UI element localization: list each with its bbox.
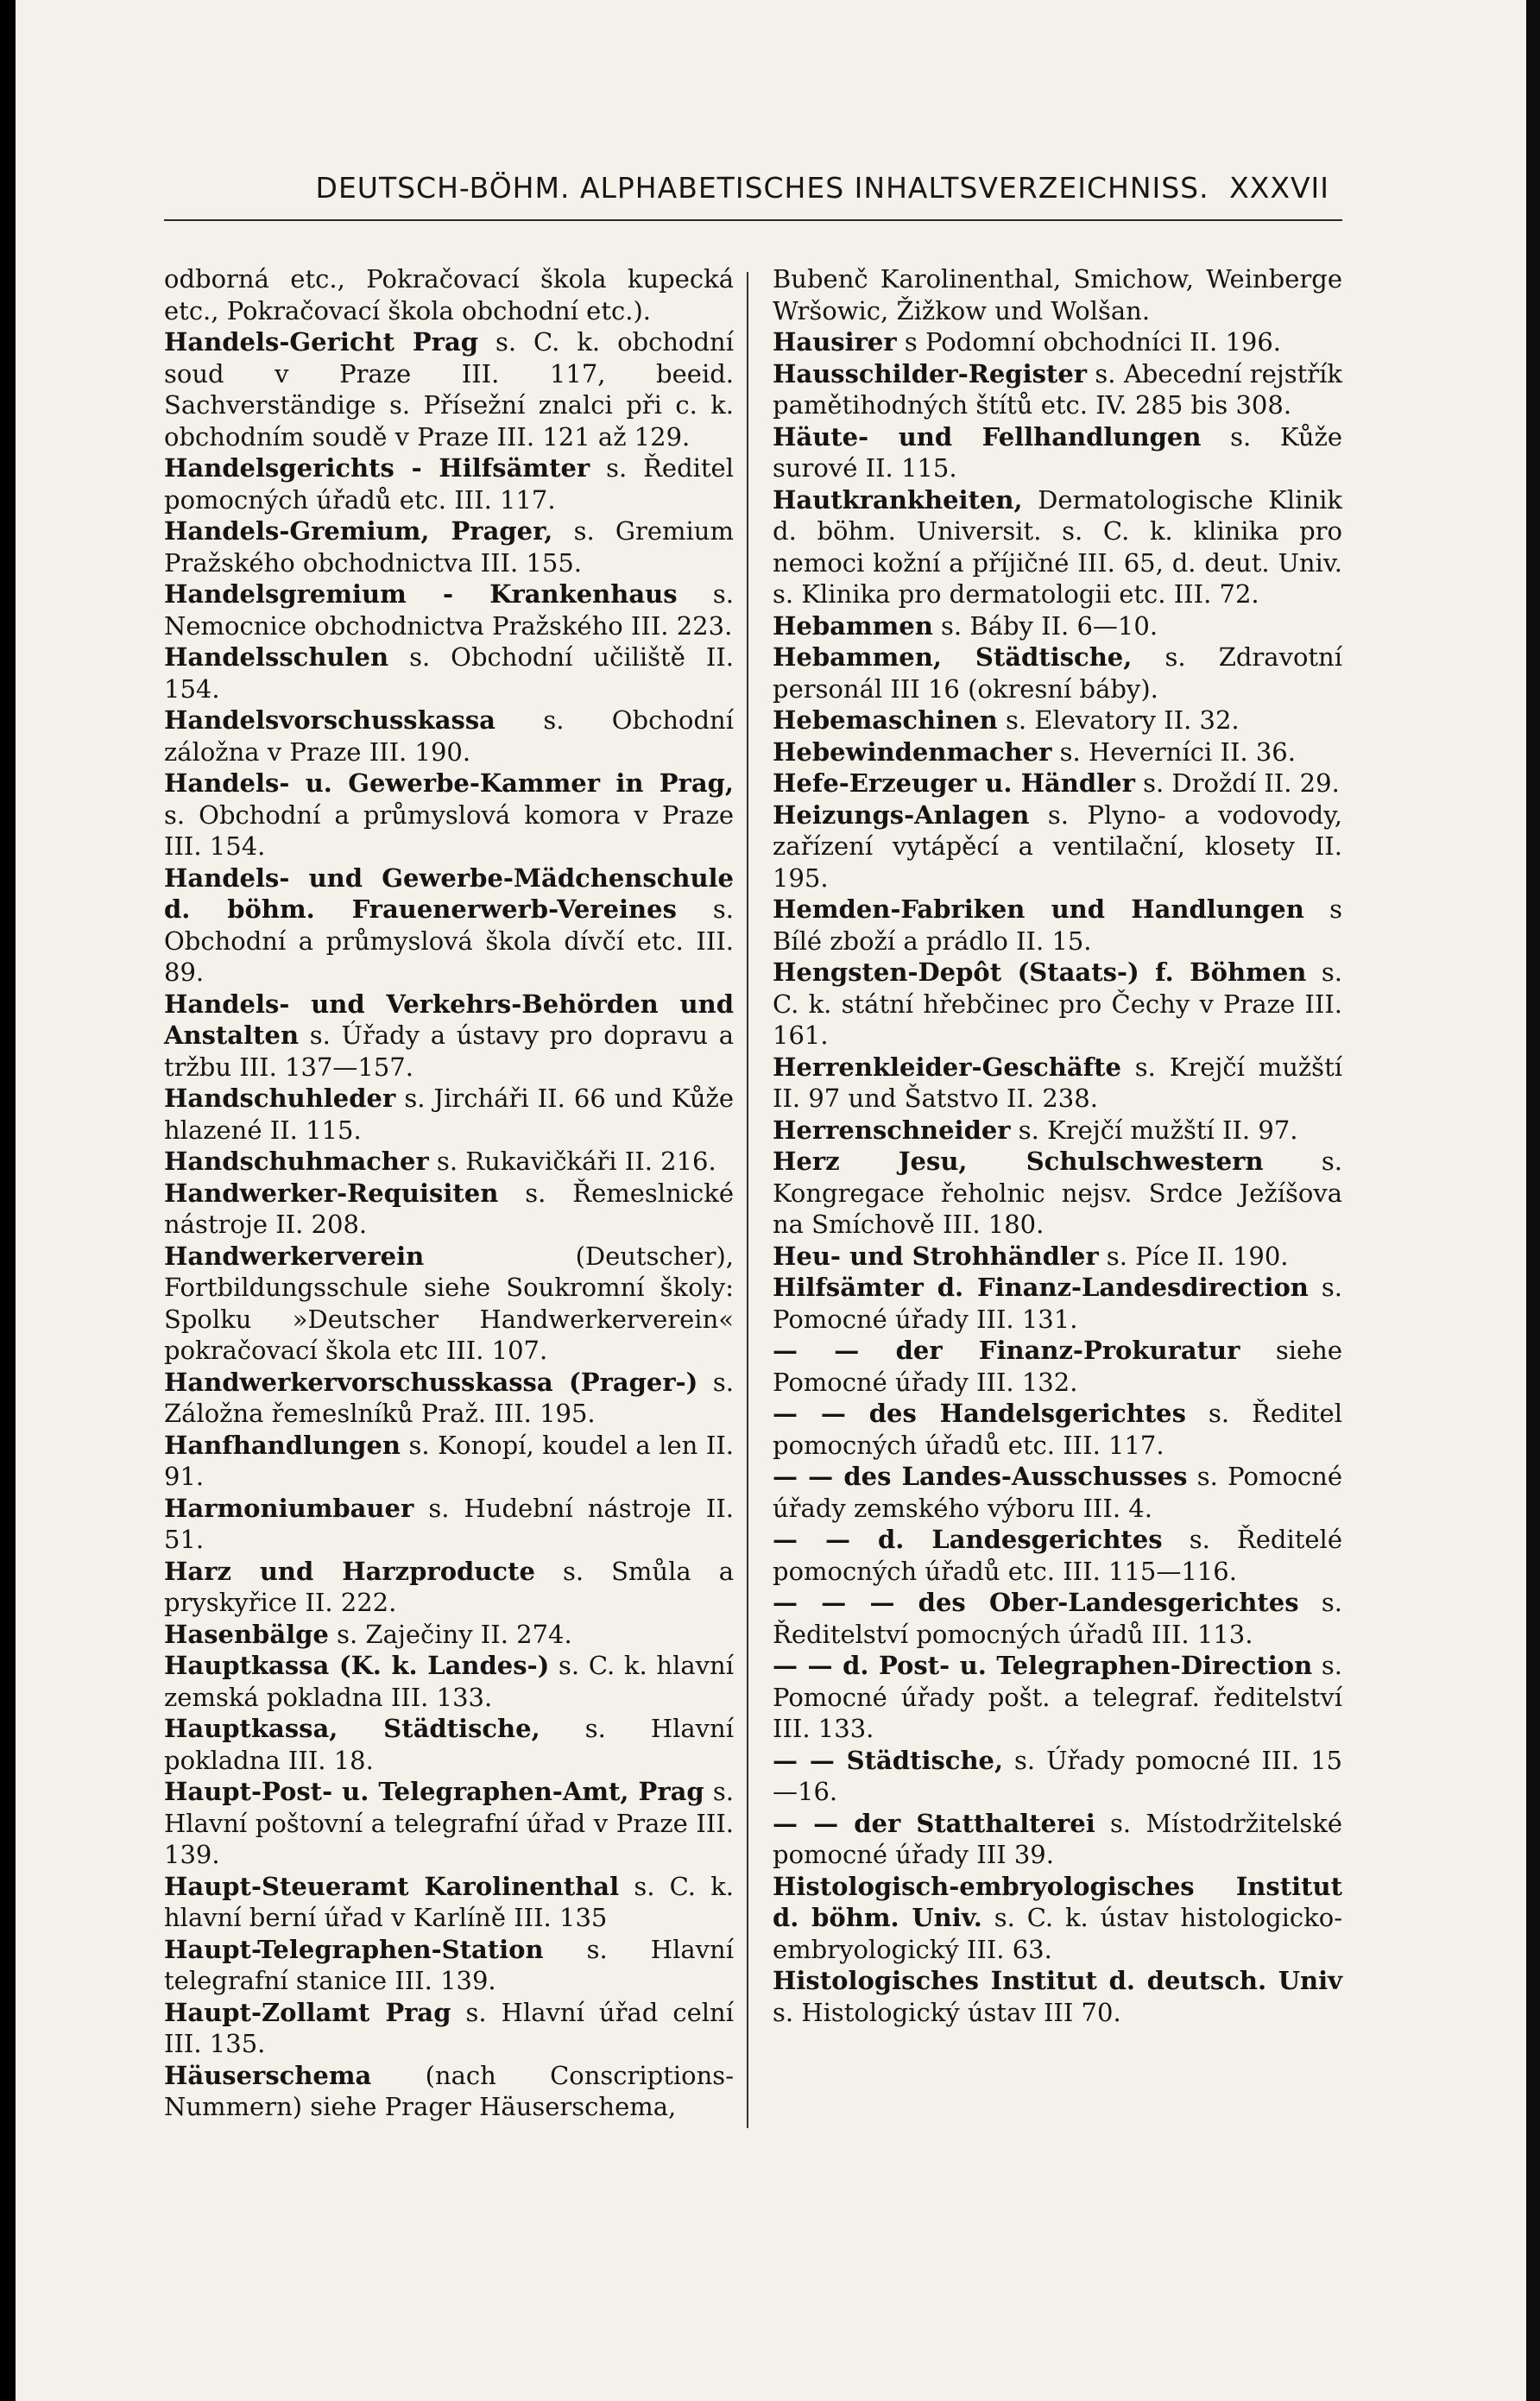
index-entry — [773, 957, 1342, 1052]
index-term: Haupt-Telegraphen-Station — [164, 1934, 544, 1964]
index-entry — [773, 1146, 1342, 1241]
index-entry — [164, 1776, 734, 1871]
index-reference: s. Hlavní telegrafní stanice III. 139. — [164, 1934, 734, 1995]
index-reference: s. Obchodní záložna v Praze III. 190. — [164, 705, 734, 767]
index-reference: s. Řemeslnické nástroje II. 208. — [164, 1178, 734, 1239]
index-entry — [164, 641, 734, 705]
index-reference: s. Úřady a ústavy pro dopravu a tržbu III. 137—157. — [164, 1020, 734, 1082]
index-entry — [773, 1115, 1342, 1147]
index-term: Hausirer — [773, 327, 897, 357]
index-reference: s. Obchodní a průmyslová škola dívčí etc. III. 89. — [164, 894, 735, 987]
index-reference: s. Kůže surové II. 115. — [773, 421, 1343, 483]
scan-left-edge — [0, 0, 16, 2401]
index-entry — [164, 1619, 734, 1651]
index-reference: s. Droždí II. 29. — [1143, 768, 1340, 798]
index-term: — — Städtische, — [773, 1745, 1004, 1775]
index-term: Hasenbälge — [164, 1619, 329, 1649]
index-reference: siehe Pomocné úřady III. 132. — [773, 1336, 1342, 1397]
index-reference: s. Histologický ústav III 70. — [773, 1997, 1121, 2027]
index-term: Handelsgremium - Krankenhaus — [164, 579, 678, 609]
index-reference: s. C. k. hlavní zemská pokladna III. 133. — [164, 1651, 735, 1712]
index-reference: Dermatologische Klinik d. böhm. Universit. s. C. k. klinika pro nemoci kožní a příjičné III. 65, d. deut. Univ. s. Klinika pro dermatologii etc. III. 72. — [773, 484, 1342, 609]
index-reference: s. Hlavní poštovní a telegrafní úřad v Praze III. 139. — [164, 1777, 734, 1869]
index-entry — [773, 326, 1342, 358]
index-term: Hilfsämter d. Finanz-Landesdirection — [773, 1273, 1309, 1302]
index-term: Hengsten-Depôt (Staats-) f. Böhmen — [773, 957, 1307, 987]
index-term: Handelsgerichts - Hilfsämter — [164, 453, 590, 483]
index-term: Hausschilder-Register — [773, 358, 1088, 389]
index-reference: s. Pomocné úřady zemského výboru III. 4. — [773, 1462, 1343, 1523]
index-term: Handschuhmacher — [164, 1147, 429, 1176]
index-term: Histologisches Institut d. deutsch. Univ — [773, 1966, 1342, 1995]
left-column — [164, 263, 734, 2123]
index-entry — [164, 326, 734, 452]
index-term: Handwerkervorschusskassa (Prager-) — [164, 1367, 698, 1397]
index-term: Hemden-Fabriken und Handlungen — [773, 894, 1304, 924]
index-reference: s. Gremium Pražského obchodnictva III. 155. — [164, 516, 734, 578]
index-entry — [773, 1965, 1342, 2028]
index-entry — [773, 768, 1342, 799]
index-term: Hebammen, Städtische, — [773, 642, 1133, 672]
index-entry — [773, 1398, 1342, 1461]
index-term: Handels- und Verkehrs-Behörden und Anstalten — [164, 989, 734, 1050]
index-entry — [164, 1556, 734, 1619]
index-reference: s Podomní obchodníci II. 196. — [904, 327, 1282, 357]
index-entry — [164, 1650, 734, 1713]
index-reference: Bubenč Karolinenthal, Smichow, Weinberge Wršowic, Žižkow und Wolšan. — [773, 264, 1342, 325]
index-reference: s. Heverníci II. 36. — [1059, 736, 1296, 767]
index-term: Hauptkassa, Städtische, — [164, 1714, 540, 1743]
right-column — [773, 263, 1342, 2028]
index-entry — [164, 1430, 734, 1493]
index-entry — [164, 1871, 734, 1934]
index-term: Hefe-Erzeuger u. Händler — [773, 768, 1135, 798]
index-term: Heizungs-Anlagen — [773, 799, 1030, 830]
index-entry — [164, 1178, 734, 1241]
index-reference: s. Zdravotní personál III 16 (okresní báby). — [773, 642, 1343, 704]
index-term: — — der Finanz-Prokuratur — [773, 1336, 1240, 1365]
index-entry — [773, 799, 1342, 894]
index-term: Handelsvorschusskassa — [164, 705, 495, 735]
index-entry — [164, 862, 734, 989]
index-term: Hebemaschinen — [773, 705, 998, 735]
index-reference: s. Báby II. 6—10. — [941, 610, 1158, 641]
index-term: Haupt-Steueramt Karolinenthal — [164, 1871, 620, 1901]
index-term: Handels-Gremium, Prager, — [164, 516, 553, 546]
index-term: Handels- und Gewerbe-Mädchenschule d. böhm. Frauenerwerb-Vereines — [164, 862, 734, 924]
index-entry — [773, 1052, 1342, 1115]
index-entry — [773, 1524, 1342, 1587]
index-term: Histologisch-embryologisches Institut d. böhm. Univ. — [773, 1871, 1342, 1932]
index-reference: s. Ředitel pomocných úřadů etc. III. 117. — [164, 453, 734, 515]
index-term: Hebewindenmacher — [773, 736, 1052, 767]
index-reference: s. C. k. státní hřebčinec pro Čechy v Praze III. 161. — [773, 957, 1342, 1050]
index-reference: s. Konopí, koudel a len II. 91. — [164, 1430, 735, 1491]
index-term: Handelsschulen — [164, 642, 389, 672]
index-term: Häute- und Fellhandlungen — [773, 421, 1202, 452]
index-term: Herrenkleider-Geschäfte — [773, 1052, 1121, 1082]
index-reference: s. Abecední rejstřík pamětihodných štítů etc. IV. 285 bis 308. — [773, 358, 1343, 420]
index-entry — [773, 1650, 1342, 1745]
index-entry — [164, 1083, 734, 1146]
index-reference: s. Pomocné úřady III. 131. — [773, 1273, 1343, 1334]
index-reference: s. Krejčí mužští II. 97. — [1018, 1115, 1298, 1145]
index-term: — — des Landes-Ausschusses — [773, 1462, 1188, 1491]
index-reference: s. Krejčí mužští II. 97 und Šatstvo II. 238. — [773, 1052, 1342, 1113]
index-reference: s. Nemocnice obchodnictva Pražského III. 223. — [164, 579, 735, 641]
index-term: Hautkrankheiten, — [773, 484, 1023, 515]
page-number: XXXVII — [1229, 171, 1329, 205]
index-reference: s. C. k. obchodní soud v Praze III. 117, beeid. Sachverständige s. Přísežní znalci při c. k. obchodním soudě v Praze III. 121 až 129. — [164, 327, 734, 452]
index-reference: s. Obchodní a průmyslová komora v Praze III. 154. — [164, 799, 734, 861]
index-reference: s. Hlavní úřad celní III. 135. — [164, 1997, 734, 2058]
index-entry — [164, 452, 734, 515]
index-reference: s. Píce II. 190. — [1106, 1241, 1289, 1271]
index-reference: s. C. k. hlavní berní úřad v Karlíně III. 135 — [164, 1871, 735, 1932]
index-entry — [164, 1146, 734, 1178]
index-term: Haupt-Zollamt Prag — [164, 1997, 451, 2027]
index-reference: s. Hlavní pokladna III. 18. — [164, 1714, 735, 1775]
index-entry — [773, 1871, 1342, 1966]
index-entry — [164, 1241, 734, 1367]
index-entry — [773, 894, 1342, 957]
index-term: Hebammen — [773, 610, 933, 641]
index-term: — — der Statthalterei — [773, 1808, 1095, 1838]
index-term: — — d. Landesgerichtes — [773, 1525, 1163, 1554]
index-entry — [164, 263, 734, 326]
index-term: Handwerker-Requisiten — [164, 1178, 499, 1208]
index-entry — [773, 1461, 1342, 1524]
index-reference: odborná etc., Pokračovací škola kupecká etc., Pokračovací škola obchodní etc.). — [164, 264, 734, 325]
page-header — [207, 171, 1329, 223]
index-reference: s. Elevatory II. 32. — [1005, 705, 1240, 735]
index-entry — [773, 1587, 1342, 1650]
index-reference: (nach Conscriptions-Nummern) siehe Prager Häuserschema, — [164, 2060, 734, 2121]
index-entry — [773, 705, 1342, 736]
index-reference: s. Místodržitelské pomocné úřady III 39. — [773, 1808, 1343, 1869]
index-reference: s. Ředitel pomocných úřadů etc. III. 117. — [773, 1399, 1342, 1460]
index-entry — [164, 705, 734, 768]
index-entry — [773, 641, 1342, 705]
index-entry — [164, 768, 734, 862]
index-reference: s. Záložna řemeslníků Praž. III. 195. — [164, 1367, 734, 1428]
index-term: — — des Handelsgerichtes — [773, 1399, 1186, 1428]
index-entry — [773, 610, 1342, 642]
index-reference: s. Úřady pomocné III. 15—16. — [773, 1745, 1342, 1806]
index-term: Harmoniumbauer — [164, 1493, 414, 1523]
running-title: DEUTSCH-BÖHM. ALPHABETISCHES INHALTSVERZEICHNISS. — [315, 171, 1209, 205]
index-reference: s. Plyno- a vodovody, zařízení vytápěcí a ventilační, klosety II. 195. — [773, 799, 1342, 893]
index-term: Heu- und Strohhändler — [773, 1241, 1099, 1271]
index-entry — [773, 1808, 1342, 1871]
index-entry — [164, 989, 734, 1084]
index-reference: s. Kongregace řeholnic nejsv. Srdce Ježíšova na Smíchově III. 180. — [773, 1147, 1343, 1239]
index-reference: s. C. k. ústav histologicko-embryologický III. 63. — [773, 1903, 1342, 1964]
index-term: Herz Jesu, Schulschwestern — [773, 1147, 1264, 1176]
index-entry — [773, 263, 1342, 326]
index-entry — [773, 358, 1342, 421]
index-entry — [164, 1367, 734, 1430]
index-entry — [164, 578, 734, 641]
index-term: Handschuhleder — [164, 1084, 396, 1113]
index-reference: s. Pomocné úřady pošt. a telegraf. ředitelství III. 133. — [773, 1651, 1343, 1743]
index-reference: s. Obchodní učiliště II. 154. — [164, 642, 735, 704]
index-reference: s. Ředitelé pomocných úřadů etc. III. 115—116. — [773, 1525, 1342, 1586]
index-entry — [773, 1241, 1342, 1273]
index-reference: s. Smůla a pryskyřice II. 222. — [164, 1556, 734, 1617]
index-entry — [164, 515, 734, 578]
index-reference: s. Zaječiny II. 274. — [337, 1619, 572, 1649]
index-term: Handels-Gericht Prag — [164, 327, 479, 357]
index-term: Haupt-Post- u. Telegraphen-Amt, Prag — [164, 1777, 704, 1806]
index-term: Harz und Harzproducte — [164, 1556, 535, 1586]
index-entry — [773, 421, 1342, 484]
index-entry — [773, 1745, 1342, 1808]
index-term: Herrenschneider — [773, 1115, 1011, 1145]
index-reference: s. Rukavičkáři II. 216. — [436, 1147, 716, 1176]
index-reference: s. Jircháři II. 66 und Kůže hlazené II. 115. — [164, 1084, 734, 1145]
index-term: Handels- u. Gewerbe-Kammer in Prag, — [164, 768, 734, 798]
index-reference: s Bílé zboží a prádlo II. 15. — [773, 894, 1342, 956]
index-entry — [164, 2060, 734, 2123]
index-reference: s. Ředitelství pomocných úřadů III. 113. — [773, 1588, 1342, 1649]
header-rule — [164, 219, 1342, 221]
index-entry — [164, 1493, 734, 1556]
index-term: — — d. Post- u. Telegraphen-Direction — [773, 1651, 1313, 1680]
index-reference: (Deutscher), Fortbildungsschule siehe Soukromní školy: Spolku »Deutscher Handwerkerverein« pokračovací škola etc III. 107. — [164, 1241, 734, 1365]
index-reference: s. Hudební nástroje II. 51. — [164, 1493, 735, 1554]
column-divider — [747, 272, 748, 2128]
index-entry — [773, 1272, 1342, 1335]
index-entry — [164, 1934, 734, 1997]
index-term: Hauptkassa (K. k. Landes-) — [164, 1651, 550, 1680]
index-entry — [164, 1997, 734, 2060]
index-term: Hanfhandlungen — [164, 1430, 401, 1460]
index-term: Häuserschema — [164, 2060, 372, 2090]
index-entry — [773, 484, 1342, 610]
index-term: — — — des Ober-Landesgerichtes — [773, 1588, 1299, 1617]
index-term: Handwerkerverein — [164, 1241, 425, 1271]
index-entry — [773, 1335, 1342, 1398]
index-entry — [773, 736, 1342, 768]
index-entry — [164, 1713, 734, 1776]
